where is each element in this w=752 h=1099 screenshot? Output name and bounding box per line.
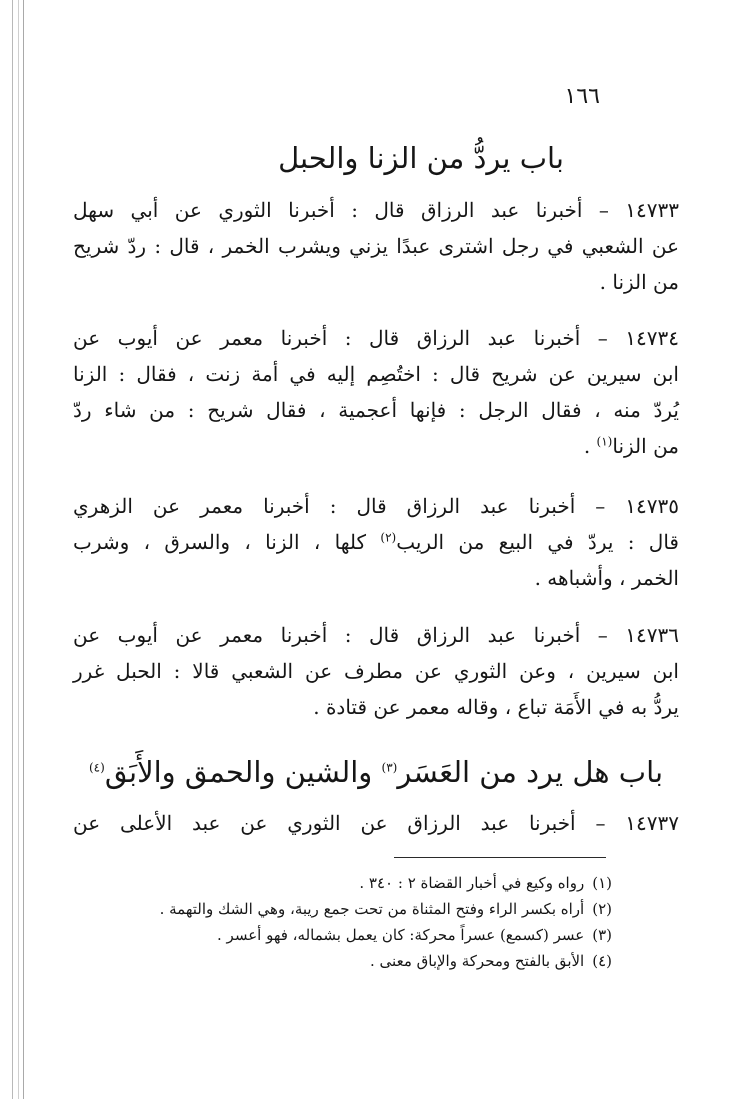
entry-line: يُردّ منه ، فقال الرجل : فإنها أعجمية ، فقال شريح : من شاء ردّ	[73, 398, 679, 422]
footnote	[80, 896, 612, 922]
footnote	[80, 922, 612, 948]
footnote-separator	[394, 857, 606, 858]
footnote-text: الأبق بالفتح ومحركة والإباق معنى .	[370, 952, 585, 970]
hadith-entry	[73, 320, 679, 464]
entry-text: كلها ، الزنا ، والسرق ، وشرب	[73, 530, 381, 554]
gutter-line	[23, 0, 24, 1099]
footnote-number: (٣)	[592, 926, 612, 944]
footnote-number: (٢)	[592, 900, 612, 918]
footnote-number: (٤)	[592, 952, 612, 970]
footnote	[80, 948, 612, 974]
page-number: ١٦٦	[564, 84, 600, 109]
footnote	[80, 870, 612, 896]
entry-text: قال : يردّ في البيع من الريب	[396, 530, 679, 554]
entry-line: ابن سيرين ، وعن الثوري عن مطرف عن الشعبي قالا : الحبل غرر	[73, 659, 679, 683]
section-title	[60, 754, 692, 790]
hadith-entry	[73, 488, 679, 596]
entry-line	[73, 428, 679, 464]
footnotes	[80, 870, 612, 974]
footnote-marker: (٤)	[88, 760, 105, 775]
section-title: باب يردُّ من الزنا والحبل	[278, 141, 564, 175]
footnote-text: رواه وكيع في أخبار القضاة ٢ : ٣٤٠ .	[359, 874, 585, 892]
section-title-text: والشين والحمق والأَبَق	[104, 755, 382, 789]
entry-line	[73, 524, 679, 560]
entry-line: عن الشعبي في رجل اشترى عبدًا يزني ويشرب الخمر ، قال : ردّ شريح	[73, 234, 679, 258]
footnote-marker: (٢)	[380, 530, 397, 545]
entry-text: .	[583, 434, 597, 458]
entry-line: ١٤٧٣٧ – أخبرنا عبد الرزاق عن الثوري عن عبد الأعلى عن	[73, 811, 679, 835]
entry-line: الخمر ، وأشباهه .	[534, 566, 679, 590]
entry-line: من الزنا .	[599, 270, 679, 294]
gutter-line	[18, 0, 19, 1099]
footnote-marker: (٣)	[381, 760, 398, 775]
footnote-text: أراه بكسر الراء وفتح المثناة من تحت جمع ريبة، وهي الشك والتهمة .	[159, 900, 585, 918]
entry-line: ابن سيرين عن شريح قال : اختُصِم إليه في أمة زنت ، فقال : الزنا	[73, 362, 679, 386]
entry-line: يردُّ به في الأَمَة تباع ، وقاله معمر عن قتادة .	[313, 695, 679, 719]
footnote-marker: (١)	[596, 434, 613, 449]
hadith-entry	[73, 192, 679, 300]
entry-line: ١٤٧٣٣ – أخبرنا عبد الرزاق قال : أخبرنا الثوري عن أبي سهل	[73, 198, 679, 222]
entry-text: من الزنا	[612, 434, 679, 458]
hadith-entry	[73, 805, 679, 841]
entry-line: ١٤٧٣٥ – أخبرنا عبد الرزاق قال : أخبرنا معمر عن الزهري	[73, 494, 679, 518]
footnote-number: (١)	[592, 874, 612, 892]
entry-line: ١٤٧٣٤ – أخبرنا عبد الرزاق قال : أخبرنا معمر عن أيوب عن	[73, 326, 679, 350]
section-title-text: باب هل يرد من العَسَر	[397, 755, 664, 789]
gutter-line	[12, 0, 13, 1099]
footnote-text: عسر (كسمع) عسراً محركة: كان يعمل بشماله، فهو أعسر .	[217, 926, 585, 944]
entry-line: ١٤٧٣٦ – أخبرنا عبد الرزاق قال : أخبرنا معمر عن أيوب عن	[73, 623, 679, 647]
hadith-entry	[73, 617, 679, 725]
